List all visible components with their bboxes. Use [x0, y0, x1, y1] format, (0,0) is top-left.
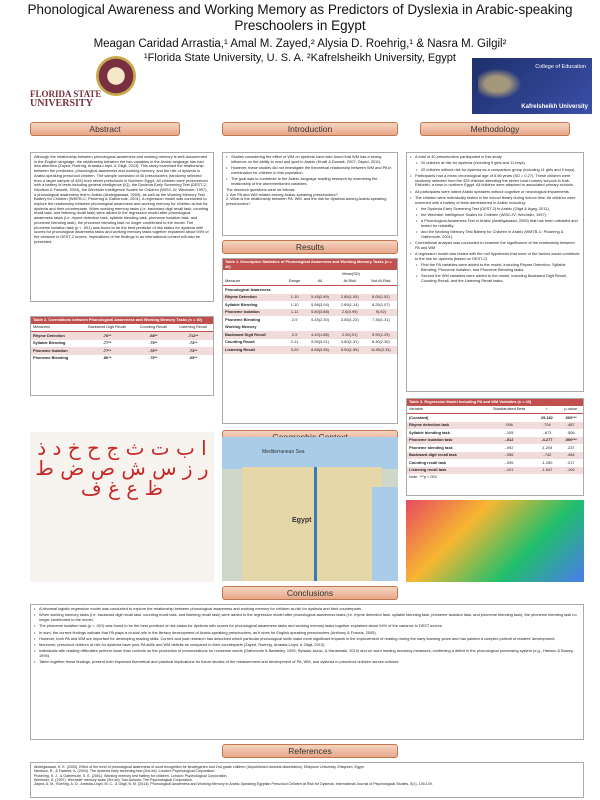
table-cell: 3.60(1.31) — [340, 339, 359, 345]
fsu-logo-line2: UNIVERSITY — [30, 98, 93, 109]
table-cell: -1.204 — [541, 444, 553, 450]
table-cell: Phoneme isolation task — [407, 437, 483, 445]
children-books-image — [406, 500, 584, 582]
table-row — [31, 340, 213, 348]
method-bullet: • 20 children without risk for dyslexia as a comparison group (including 11 girls and 9 boys). — [410, 168, 580, 173]
table-cell: 5.45(2.89) — [305, 294, 335, 302]
method-bullet: • First the PA variables were added to the model, including Rhyme Detection, Syllable Blending, Phoneme Isolation, and Phoneme Blending tasks. — [410, 263, 580, 272]
table-cell — [483, 414, 536, 422]
table-cell: Rhyme Detection — [31, 332, 81, 340]
table-cell: .464 — [559, 452, 584, 460]
conclusion-bullet: • Individuals with reading difficulties perform lower than controls on the production of pronunciations for nonsense words (Gathercole & Baddeley, 1993; Rytsala, Aunio, & Hautamaki, 2010) and on word reading accuracy measures, confirming a deficit in the phonological processing system (e.g., Hanson & Bowey, 1994). — [34, 649, 580, 658]
table-cell: -.092 — [504, 444, 514, 450]
table3-header: p-value — [559, 406, 584, 414]
section-header-results: Results — [222, 240, 398, 254]
table-cell: 8.05(1.52) — [365, 294, 397, 302]
conclusion-bullet: • Taken together these findings, present both important theoretical and practical implications for future studies of the measurement and development of PA, WM, and dyslexia in preschool children across cultures. — [34, 660, 580, 665]
table-cell: 2-9 — [291, 316, 298, 322]
table-cell: 8.88(3.96) — [305, 346, 335, 354]
map-nile — [314, 467, 317, 581]
table3-note: Note. ***p <.001 — [409, 474, 438, 480]
table3-header: Variable — [407, 406, 483, 414]
table2-header: Backward Digit Recall — [81, 324, 134, 332]
table-cell: -4.277 — [535, 437, 558, 445]
table-cell: .237 — [566, 444, 575, 450]
conclusion-bullet: • In sum, the current findings indicate that PA plays a crucial role in the literacy development of Arabic-speaking preschoolers, as it does for English-speaking preschoolers (Anthony & Francis, 2005). — [34, 631, 580, 636]
table-cell: 4.40(1.88) — [305, 331, 335, 339]
table-cell: Listening Recall — [223, 346, 284, 354]
table-row — [31, 347, 213, 355]
kfs-map-graphic — [478, 66, 526, 102]
table1-group-wm: Working Memory — [225, 324, 257, 330]
table-cell: 3.55(1.23) — [340, 316, 359, 322]
table-row — [407, 422, 583, 430]
table-cell: .096 — [483, 422, 536, 430]
table-cell: Syllable Blending — [225, 301, 258, 307]
table-cell: 8.30(2.30) — [371, 339, 390, 345]
conclusions-list — [34, 607, 580, 665]
table-cell: 7.35(1.31) — [371, 316, 390, 322]
table-cell: 5.90(1.59) — [335, 346, 365, 354]
poster-header — [0, 2, 600, 64]
table-row — [223, 316, 397, 324]
methodology-box — [406, 152, 584, 392]
table-row — [223, 309, 397, 317]
table-cell: 5.90(1.29) — [365, 331, 397, 339]
fsu-seal-icon — [96, 56, 136, 96]
table-cell: .76** — [81, 332, 134, 340]
reference-item: Abdelgawaad, H. E. (2005). Effect of the level of phonological awareness of word recognition for kindergarten and 2nd grade children (Unpublished doctoral dissertation). Elfayoum University, Elfayoum, Egypt. — [34, 765, 365, 769]
table-cell: 2.6(0.99) — [335, 309, 365, 317]
table-row — [407, 437, 583, 445]
conclusion-bullet: • The phoneme isolation task (p < .001) was found to be the best predictor of risk status for dyslexia with scores for phonological awareness tasks and working memory tasks together explained about 94% of the variance in DEST scores. — [34, 624, 580, 629]
table-cell: .76** — [133, 347, 173, 355]
fsu-logo-line1: FLORIDA STATE — [30, 89, 102, 99]
table-cell: 25.182 — [540, 414, 553, 420]
table-cell: Backward Digit Recall — [223, 331, 284, 339]
table-row — [223, 339, 397, 347]
table2-box — [30, 316, 214, 396]
map-sea — [222, 437, 398, 469]
conclusion-bullet: • However, both PA and WM are important for developing reading skills. Current and past research has described which particular phonological skills make more significant impacts in the improvement of reading during the early learning years and has painted a complex portrait of readers' development. — [34, 637, 580, 642]
arabic-letters-image — [30, 432, 214, 582]
table-cell: 2.85(1.09) — [335, 294, 365, 302]
section-header-conclusions: Conclusions — [222, 586, 398, 600]
methodology-list — [410, 155, 580, 284]
intro-questions-label: The research questions were as follows: — [226, 187, 296, 192]
table-cell: -1.647 — [535, 467, 558, 475]
table-group-row — [223, 324, 397, 332]
method-bullet: • A regression model was tested with the null hypothesis that none of the factors would contribute to the risk for dyslexia (based on DEST-2) — [410, 252, 580, 261]
table-cell: 5.56(3.04) — [311, 301, 329, 307]
table-cell: -.095 — [504, 459, 514, 465]
references-box — [30, 762, 584, 798]
method-bullet: • Correlational analysis was conducted to examine the significance of the relationship between PA and WM — [410, 241, 580, 250]
map-sea-label: Mediterranean Sea — [262, 449, 305, 455]
table-row — [407, 414, 583, 422]
table-cell: Rhyme detection task — [407, 422, 483, 430]
map-red-sea — [372, 487, 398, 581]
abstract-box — [30, 152, 214, 302]
table1-group-pa: Phonological Awareness — [225, 286, 271, 292]
poster-title: Phonological Awareness and Working Memory as Predictors of Dyslexia in Arabic-speaking Preschoolers in Egypt — [27, 2, 573, 33]
table2-caption: Table 2. Correlations between Phonological Awareness and Working Memory Tasks (n = 40) — [31, 317, 213, 324]
table-cell: -.101 — [483, 467, 536, 475]
table1-header: All — [305, 278, 335, 286]
egypt-map-image — [222, 437, 398, 581]
table-row — [31, 332, 213, 340]
table-cell: Syllable Blending — [33, 340, 66, 346]
method-bullet: • and the Working Memory Test Battery for Children in Arabic (WMTB-C; Pickering & Gathercole, 2001). — [410, 230, 580, 239]
table-cell: 9(.92) — [365, 309, 397, 317]
table-cell: -.105 — [504, 429, 514, 435]
section-header-references: References — [222, 744, 398, 758]
table-cell: .73** — [173, 347, 213, 355]
table-cell: 2-9 — [284, 331, 305, 339]
reference-item: Pickering, S. J., & Gathercole, S. E. (2001). Working memory test battery for children. London: Psychological Corporation. — [34, 773, 228, 778]
conclusion-bullet: • A binomial logistic regression model was conducted to explore the relationship between phonological awareness and working memory for children at-risk for dyslexia and their counterparts. — [34, 607, 580, 612]
table1-caption: Table 1. Descriptive Statistics of Phonological Awareness and Working Memory Tasks (n = 40) — [223, 259, 397, 270]
map-country-label: Egypt — [292, 517, 312, 524]
method-bullet: • a Phonological Awareness Test in Arabic (Abdelgawaad, 2005) that has been validated and tested for reliability, — [410, 219, 580, 228]
table-cell: 5.80(3.88) — [305, 309, 335, 317]
intro-bullet: • However, these studies did not investigate the theoretical relationship between WM and PA in combination for children in this population. — [226, 166, 394, 175]
section-header-methodology: Methodology — [420, 122, 570, 136]
poster-authors: Meagan Caridad Arrastia,¹ Amal M. Zayed,² Alysia D. Roehrig,¹ & Nasra M. Gilgil² — [93, 38, 507, 50]
table-cell: 1-10 — [290, 301, 299, 307]
table-cell: (Constant) — [409, 414, 429, 420]
method-bullet: • Participants had a mean chronological age of 5.56 years (SD = 0.27). These children were randomly selected from the 425 children attending the seven local nursery schools in Kafr-Elsheikh, a town in northern Egypt. All children were attached to associated primary schools. — [410, 174, 580, 188]
method-bullet: • A total of 40 preschoolers participated in this study — [410, 155, 580, 160]
table-cell: 3-20 — [284, 346, 305, 354]
table-cell: .73** — [188, 340, 198, 346]
intro-question: 1. Are PA and WM related among Arabic-speaking preschoolers? — [226, 191, 338, 197]
table-cell: .77** — [102, 340, 112, 346]
table-cell: -.056 — [483, 452, 536, 460]
table-row — [407, 452, 583, 460]
table-cell: .77** — [81, 347, 134, 355]
table-cell: .704 — [535, 422, 558, 430]
method-bullet: • the Dyslexia Early Screening Test (DEST-2) in Arabic (Gilgil & Agag, 2011), — [410, 207, 580, 212]
table-cell: 8.25(1.07) — [371, 301, 390, 307]
table-cell: Listening recall task — [407, 467, 483, 475]
references-list — [34, 765, 580, 786]
method-bullet: • 20 children at risk for dyslexia (including 9 girls and 11 boys) — [410, 161, 580, 166]
table3 — [407, 406, 583, 475]
table-cell: 1-10 — [284, 294, 305, 302]
kfs-univ-label: Kafrelsheikh University — [521, 104, 588, 110]
table-cell: .217 — [566, 459, 575, 465]
abstract-text: Although the relationship between phonological awareness and working memory is well-documented in the English language, the relationship between the two variables in the Arabic language has had less attention (Zayed, Roehrig, Arrastia-Lloyd, & Gilgil, 2013). This study examined the relationship between the predictors, phonological awareness and working memory, and the risk of dyslexia in Arabic-speaking preschool children. The sample consisted of 40 preschoolers (randomly selected from a larger sample of 425) from seven preschools in Northern Egypt. All children were prescreened with a battery of tests including general intelligence (IQ), the Dyslexia Early Screening Test (DEST-2; Nicolson & Fawcett, 2004), the Wechsler Intelligence Scales for Children (WISC-IV; Wechsler, 1997), a phonological awareness test in Arabic (Abdelgawaad, 2005), as well as the Working Memory Test Battery for Children (WMTB-C; Pickering & Gathercole, 2001). A regression model was conducted to explore the relationship between phonological awareness and working memory for children at-risk for dyslexia and their counterparts. When working memory tasks (i.e. backward digit recall task, counting recall task, and listening recall task) were added to the regression model after phonological awareness tasks (i.e. rhyme detection task, syllable blending task, phoneme isolation task, and phoneme blending task), the phoneme blending task no longer contributed to the model. The phoneme isolation task (p < .001) was found to be the best predictor of risk status for dyslexia with scores for phonological awareness tasks and working memory tasks together explained about 94% of the variance in DEST-2 scores. Implications of the findings in an international context will also be presented. — [34, 154, 209, 244]
table-cell: 2.90(.91) — [335, 331, 365, 339]
arabic-letters-text: ا ب ت ث ج ح خ د ذ ر ز س ش ص ض ط ظ ع غ ف — [35, 436, 209, 500]
poster-affiliations: ¹Florida State University, U. S. A. ²Kafrelsheikh University, Egypt — [144, 52, 456, 64]
table-cell: Syllable blending task — [409, 429, 450, 435]
table-cell: Phoneme blending task — [409, 444, 453, 450]
table-cell: Phoneme Isolation — [223, 309, 284, 317]
intro-bullet: • The goal was to contribute to the Arabic-language reading research by examining the relationship of the aforementioned variables. — [226, 177, 394, 186]
table-row — [223, 301, 397, 309]
table-row — [407, 429, 583, 437]
table-cell: .506 — [566, 429, 575, 435]
table1-mean-label: Mean(SD) — [342, 270, 360, 276]
kfs-college-label: College of Education — [535, 64, 586, 70]
table1-header: Range — [284, 278, 305, 286]
table3-header: Standardized Beta — [483, 406, 536, 414]
table-cell: 5.45(2.30) — [311, 316, 329, 322]
table-cell: -.673 — [542, 429, 552, 435]
table-cell: .80** — [102, 355, 112, 361]
conclusion-bullet: • Moreover, preschool children at risk for dyslexia have poor PA skills and WM deficits as compared to their counterparts (Zayed, Roehrig, Arrastia-Lloyd, & Gilgil, 2013). — [34, 643, 580, 648]
table-cell: Backward digit recall task — [407, 452, 483, 460]
table1-header: At-Risk — [335, 278, 365, 286]
table2-header: Listening Recall — [173, 324, 213, 332]
table-cell: .68** — [133, 332, 173, 340]
table-cell: 1-11 — [284, 309, 305, 317]
table-row — [223, 346, 397, 354]
table-cell: .75** — [149, 340, 158, 346]
table-row — [223, 294, 397, 302]
method-bullet: • All participants were native Arabic speakers without cognitive or neurological impairments. — [410, 190, 580, 195]
conclusions-box — [30, 604, 584, 740]
method-bullet: • Second the WM variables were added to the model, including Backward Digit Recall, Counting Recall, and the Listening Recall tasks. — [410, 274, 580, 283]
table1 — [223, 270, 397, 354]
table-cell: .487 — [559, 422, 584, 430]
kafrelsheikh-logo — [472, 58, 592, 114]
table3-header: t — [535, 406, 558, 414]
table-row — [407, 444, 583, 452]
table-cell: 5.95(3.01) — [311, 339, 329, 345]
section-header-introduction: Introduction — [222, 122, 398, 136]
table-cell: -.512 — [483, 437, 536, 445]
table3-caption: Table 3. Regression Model Including PA and WM Variables (n = 40) — [407, 399, 583, 406]
method-bullet: • The children were individually tested in the school library during school time. All children were screened with a battery of tests administered in Arabic including: — [410, 196, 580, 205]
table-row — [31, 355, 213, 363]
reference-item: Zayed, A. M., Roehrig, A. D., Arrastia-Lloyd, M. C., & Gilgil, N. M. (2013). Phonological Awareness and Working Memory in Arabic-Speaking Egyptian Preschool Children at Risk for Dyslexia. International Journal of Psychological Studies, 5(1), 139-149. — [34, 782, 433, 787]
table-cell: 2.65(1.14) — [340, 301, 359, 307]
table3-box — [406, 398, 584, 496]
table-cell: .65** — [188, 355, 198, 361]
table-row — [407, 459, 583, 467]
table-row — [223, 331, 397, 339]
intro-question: 2. What is the relationship between PA, WM, and the risk for dyslexia among Arabic-speaking preschoolers? — [226, 196, 387, 207]
table-cell: .109 — [559, 467, 584, 475]
table-cell: Phoneme Blending — [33, 355, 69, 361]
table-cell: Phoneme Isolation — [31, 347, 81, 355]
fsu-logo — [30, 90, 101, 108]
table-cell: Rhyme Detection — [223, 294, 284, 302]
table-cell: 2-11 — [290, 339, 299, 345]
intro-bullet: • Studies considering the effect of WM on dyslexia have also found that WM has a strong influence on the ability to read and spell in Arabic (Khalil & Dowaik, 2007; Zayed, 2011). — [226, 155, 394, 164]
table-cell: -.742 — [535, 452, 558, 460]
table-cell: .712** — [173, 332, 213, 340]
table-row — [407, 467, 583, 475]
map-land — [242, 467, 382, 581]
conclusion-bullet: • When working memory tasks (i.e. backward digit recall task, counting recall task, and listening recall task) were added to the regression model after phonological awareness tasks (i.e. rhyme detection task, syllable blending task, phoneme isolation task, and phoneme blending task), the phoneme blending task no longer contributed to the model. — [34, 613, 580, 622]
table-cell: Counting Recall — [225, 339, 255, 345]
table-cell: Phoneme Blending — [225, 316, 261, 322]
table-group-row — [223, 286, 397, 294]
table1-box — [222, 258, 398, 424]
table-cell: 11.85(3.33) — [365, 346, 397, 354]
introduction-box — [222, 152, 398, 236]
table3-body — [407, 414, 583, 475]
table1-header: Not At-Risk — [365, 278, 397, 286]
table2 — [31, 324, 213, 363]
table1-header: Measure — [223, 278, 284, 286]
section-header-abstract: Abstract — [30, 122, 180, 136]
table-cell: .75** — [149, 355, 158, 361]
table-cell: .000*** — [564, 414, 577, 420]
table-cell: .000*** — [559, 437, 584, 445]
table-cell: Counting recall task — [409, 459, 447, 465]
table2-header: Measures — [31, 324, 81, 332]
method-bullet: • the Wechsler Intelligence Scales for Children (WISC-IV; Wechsler, 1997), — [410, 213, 580, 218]
reference-item: Wechsler, D. (1997). Wechsler memory scale (3rd ed). San Antonio: The Psychological Corporation. — [34, 777, 193, 782]
table-cell: -1.260 — [541, 459, 553, 465]
reference-item: Nicolson, R., & Fawcett, A. (2004). The dyslexia early screening test (2nd ed). London: Psychological Corporation. — [34, 769, 216, 774]
table2-header: Counting Recall — [133, 324, 173, 332]
